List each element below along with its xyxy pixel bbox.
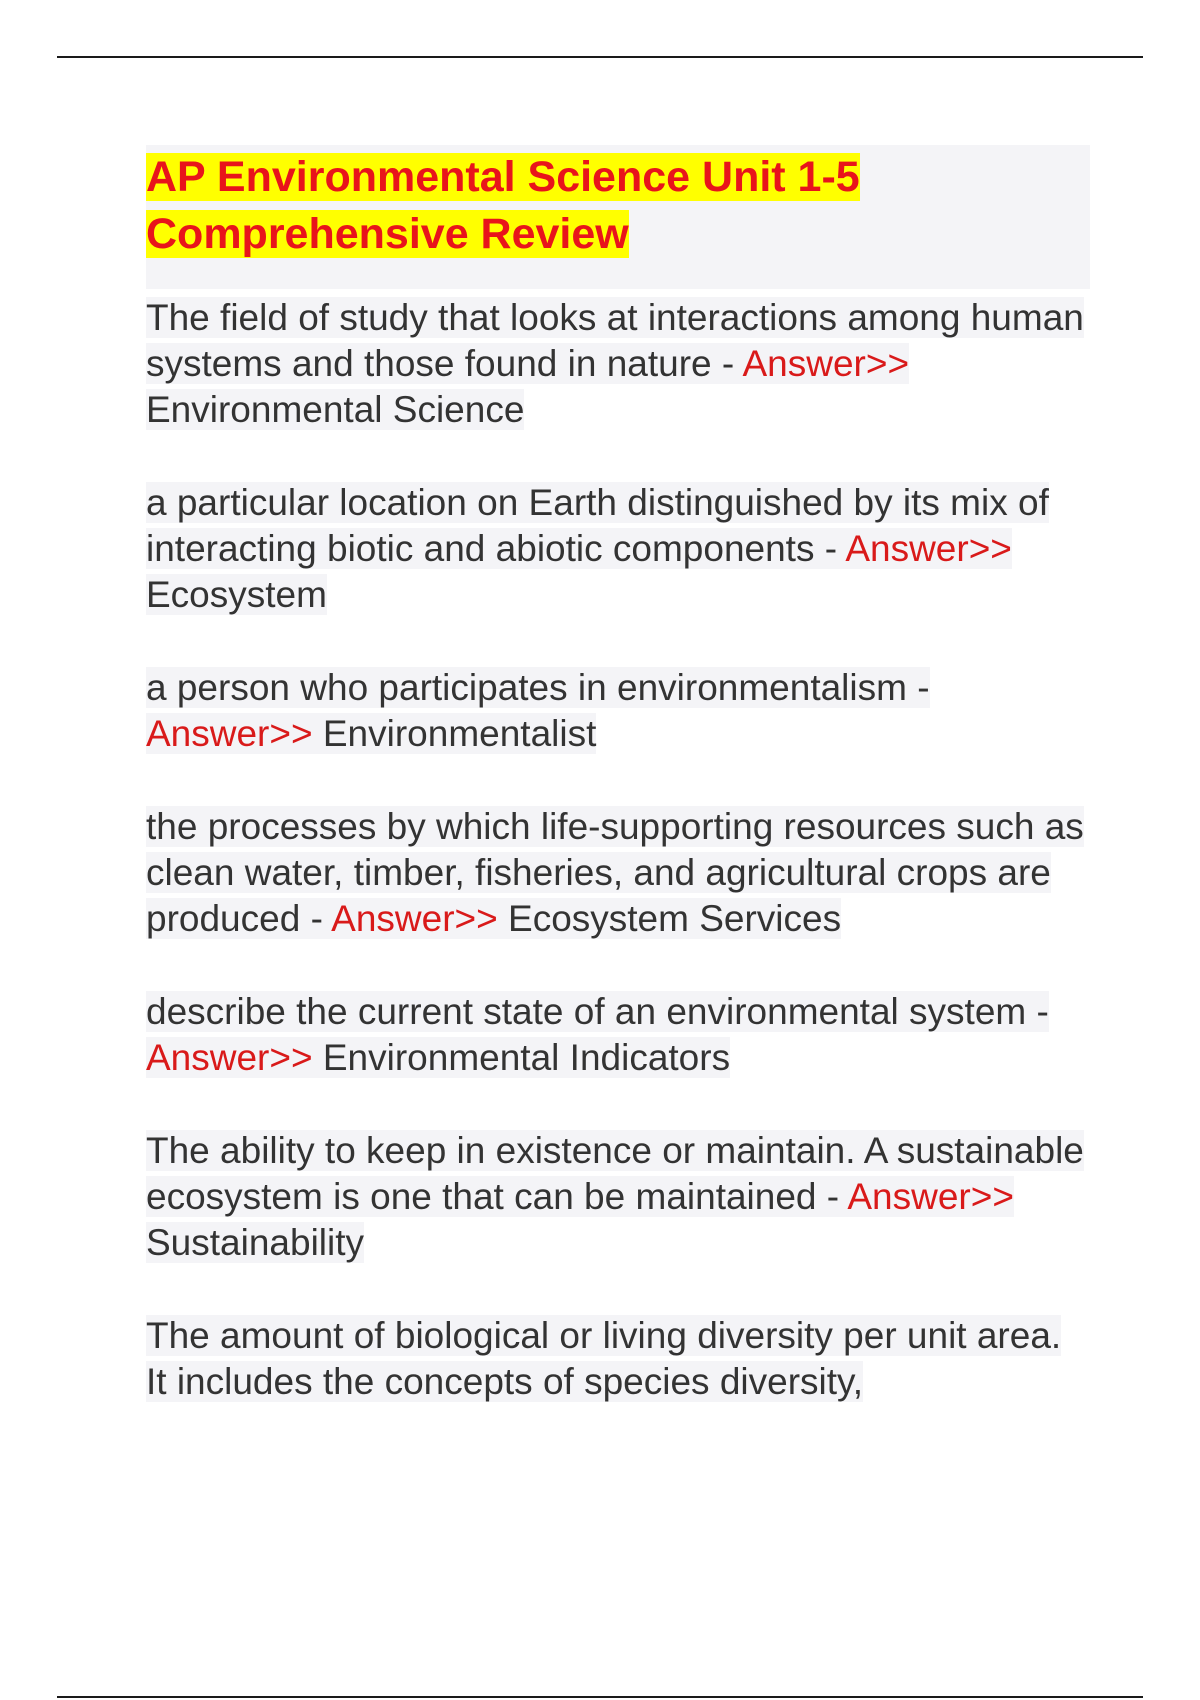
question-text: a particular location on Earth distinguished by its mix of interacting biotic and abiotic components - (146, 482, 1049, 569)
answer-text: Ecosystem Services (508, 898, 842, 939)
title-block (146, 145, 1090, 289)
answer-text: Environmental Science (146, 389, 525, 430)
answer-text: Sustainability (146, 1222, 365, 1263)
question-text: The field of study that looks at interactions among human systems and those found in nature - (146, 297, 1084, 384)
question-text: The ability to keep in existence or maintain. A sustainable ecosystem is one that can be maintained - (146, 1130, 1084, 1217)
qa-item (146, 989, 1090, 1081)
answer-text: Environmentalist (322, 713, 597, 754)
qa-item (146, 480, 1090, 618)
answer-label: Answer>> (146, 713, 313, 754)
header-rule (57, 56, 1143, 58)
answer-label: Answer>> (742, 343, 910, 384)
question-text: describe the current state of an environmental system - (146, 991, 1049, 1032)
question-text: a person who participates in environmentalism - (146, 667, 930, 708)
footer-rule (57, 1696, 1143, 1698)
document-body (146, 145, 1090, 1452)
answer-label: Answer>> (146, 1037, 313, 1078)
answer-label: Answer>> (847, 1176, 1014, 1217)
question-text: the processes by which life-supporting resources such as clean water, timber, fisheries, and agricultural crops are produced - (146, 806, 1084, 939)
document-title (146, 149, 1090, 263)
answer-label: Answer>> (331, 898, 498, 939)
answer-text: Environmental Indicators (322, 1037, 731, 1078)
question-text: The amount of biological or living diversity per unit area. It includes the concepts of species diversity, (146, 1315, 1062, 1402)
qa-item (146, 804, 1090, 942)
qa-item (146, 295, 1090, 433)
answer-text: Ecosystem (146, 574, 327, 615)
title-highlight: AP Environmental Science Unit 1-5 Comprehensive Review (146, 153, 860, 258)
qa-item (146, 665, 1090, 757)
qa-item (146, 1313, 1090, 1405)
answer-label: Answer>> (845, 528, 1012, 569)
qa-item (146, 1128, 1090, 1266)
